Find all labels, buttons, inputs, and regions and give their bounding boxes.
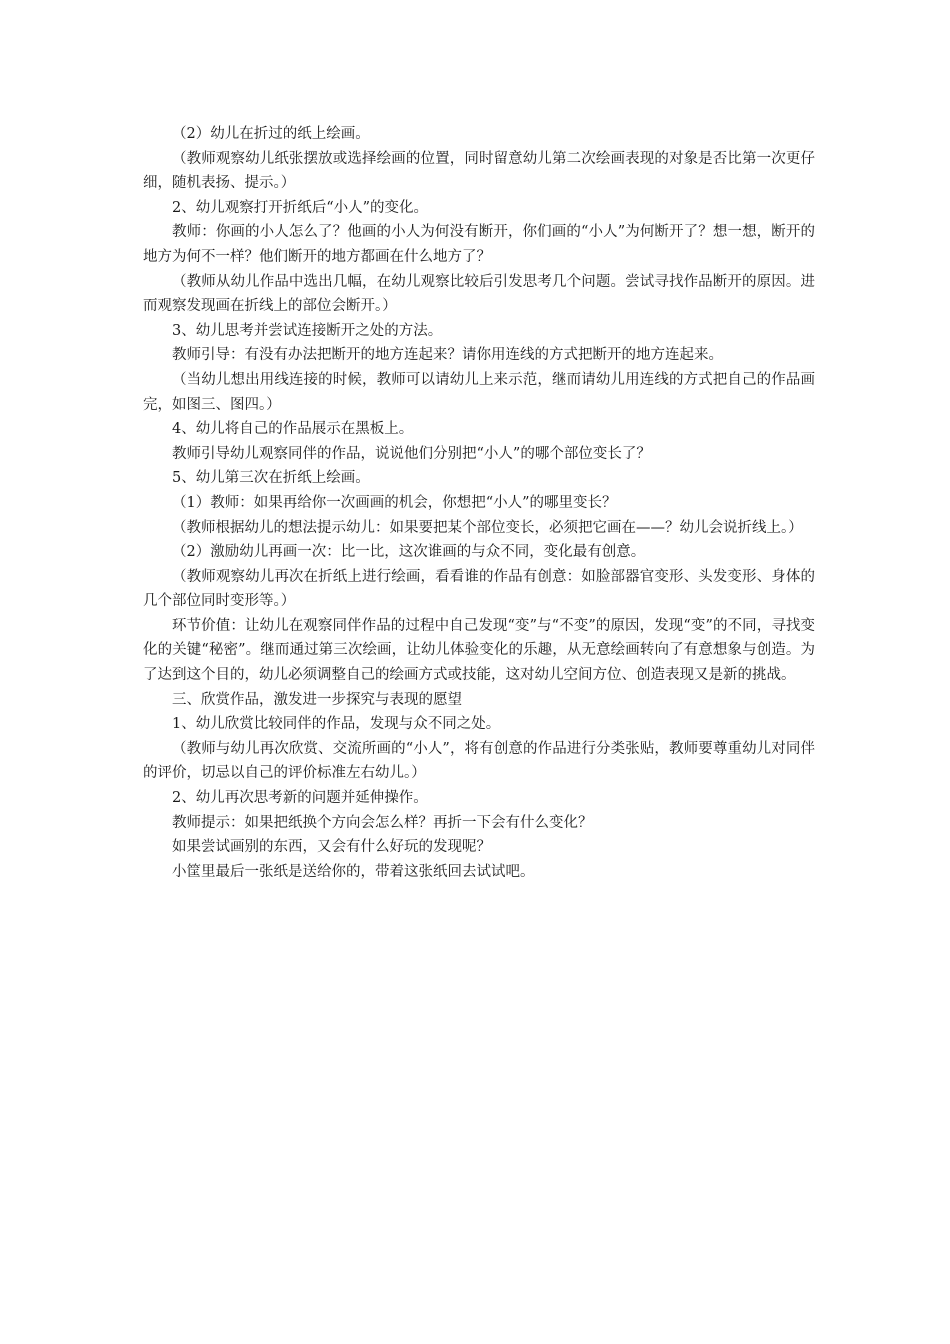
paragraph: 小筐里最后一张纸是送给你的，带着这张纸回去试试吧。 (172, 863, 535, 880)
paragraph: 4、幼儿将自己的作品展示在黑板上。 (172, 421, 414, 438)
paragraph: （1）教师：如果再给你一次画画的机会，你想把“小人”的哪里变长？ (172, 494, 617, 511)
paragraph: （教师从幼儿作品中选出几幅，在幼儿观察比较后引发思考几个问题。尝试寻找作品断开的原因。进而观察发现画在折线上的部位会断开。） (143, 273, 815, 315)
paragraph: （2）幼儿在折过的纸上绘画。 (172, 126, 370, 142)
paragraph: 2、幼儿再次思考新的问题并延伸操作。 (172, 790, 428, 807)
paragraph: （教师观察幼儿再次在折纸上进行绘画，看看谁的作品有创意：如脸部器官变形、头发变形、身体的几个部位同时变形等。） (143, 568, 815, 610)
paragraph: 环节价值：让幼儿在观察同伴作品的过程中自己发现“变”与“不变”的原因，发现“变”的不同，寻找变化的关键“秘密”。继而通过第三次绘画，让幼儿体验变化的乐趣，从无意绘画转向了有意想象与创造。为了达到这个目的，幼儿必须调整自己的绘画方式或技能，这对幼儿空间方位、创造表现又是新的挑战。 (143, 617, 815, 684)
document-body (143, 122, 815, 884)
paragraph: 2、幼儿观察打开折纸后“小人”的变化。 (172, 199, 429, 216)
paragraph: 教师引导幼儿观察同伴的作品，说说他们分别把“小人”的哪个部位变长了？ (172, 445, 651, 462)
paragraph: 教师提示：如果把纸换个方向会怎么样？再折一下会有什么变化？ (172, 814, 593, 831)
paragraph: 教师：你画的小人怎么了？他画的小人为何没有断开，你们画的“小人”为何断开了？想一想，断开的地方为何不一样？他们断开的地方都画在什么地方了？ (143, 224, 815, 265)
paragraph: （2）激励幼儿再画一次：比一比，这次谁画的与众不同，变化最有创意。 (172, 544, 646, 561)
paragraph: 3、幼儿思考并尝试连接断开之处的方法。 (172, 322, 443, 339)
paragraph: （教师观察幼儿纸张摆放或选择绘画的位置，同时留意幼儿第二次绘画表现的对象是否比第一次更仔细，随机表扬、提示。） (143, 150, 815, 192)
paragraph: （教师与幼儿再次欣赏、交流所画的“小人”，将有创意的作品进行分类张贴，教师要尊重幼儿对同伴的评价，切忌以自己的评价标准左右幼儿。） (143, 740, 815, 782)
paragraph: 5、幼儿第三次在折纸上绘画。 (172, 470, 370, 487)
paragraph: 如果尝试画别的东西，又会有什么好玩的发现呢？ (172, 839, 491, 856)
paragraph: （教师根据幼儿的想法提示幼儿：如果要把某个部位变长，必须把它画在——？幼儿会说折线上。） (172, 519, 803, 536)
paragraph: （当幼儿想出用线连接的时候，教师可以请幼儿上来示范，继而请幼儿用连线的方式把自己的作品画完，如图三、图四。） (143, 371, 815, 413)
paragraph: 教师引导：有没有办法把断开的地方连起来？请你用连线的方式把断开的地方连起来。 (172, 347, 723, 364)
section-heading: 三、欣赏作品，激发进一步探究与表现的愿望 (172, 691, 462, 708)
paragraph: 1、幼儿欣赏比较同伴的作品，发现与众不同之处。 (172, 716, 501, 733)
